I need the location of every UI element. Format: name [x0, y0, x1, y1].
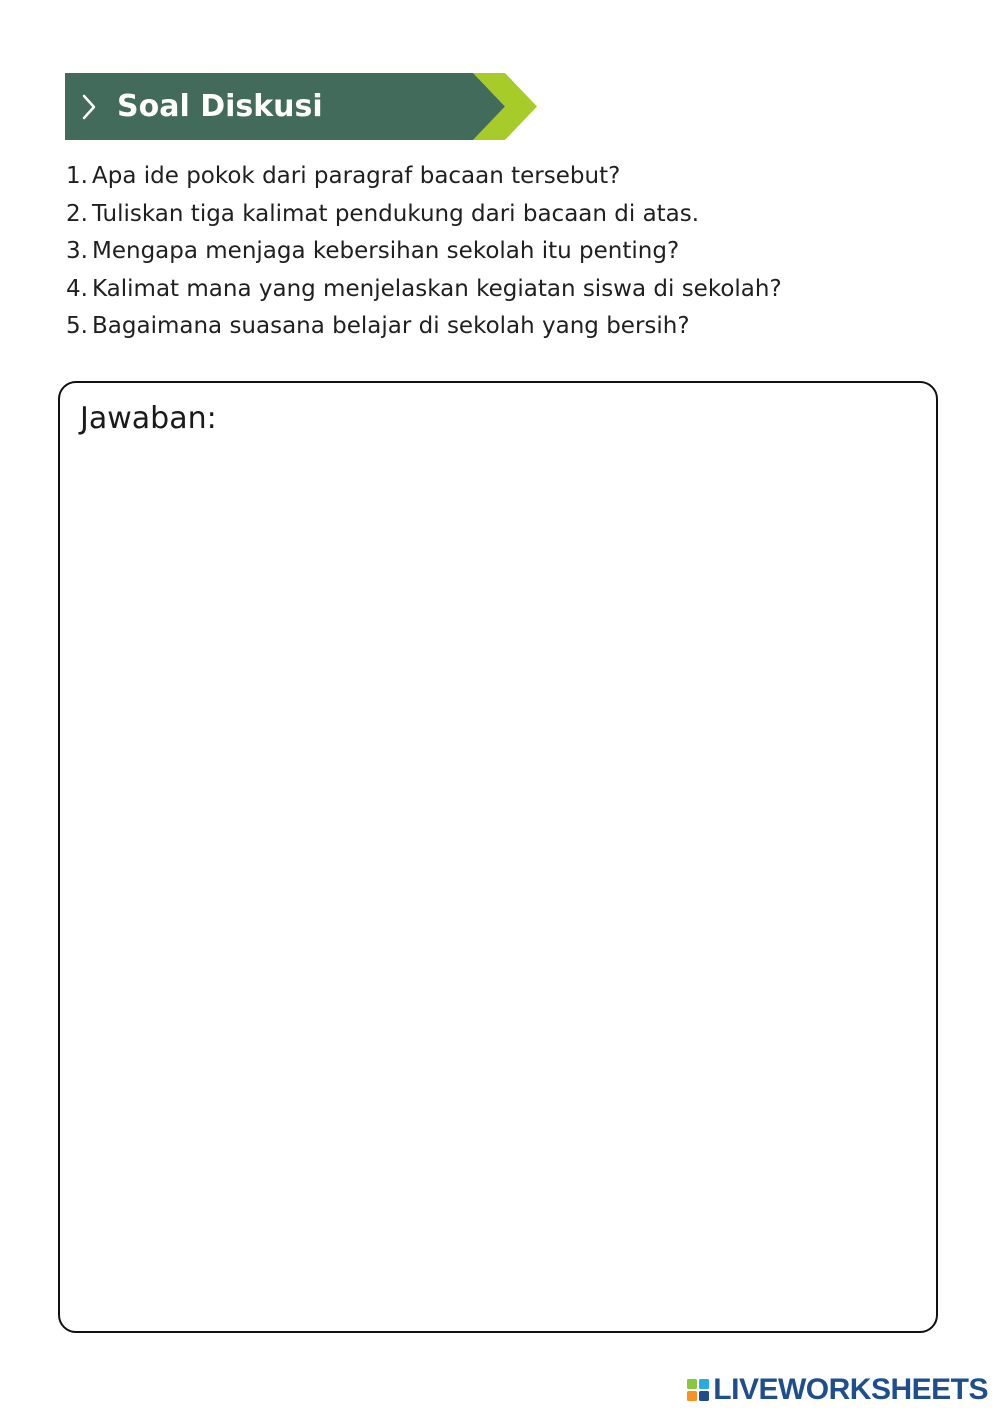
section-header-banner — [65, 73, 537, 140]
chevron-right-icon — [81, 93, 97, 121]
question-text: Apa ide pokok dari paragraf bacaan tersebut? — [92, 163, 621, 189]
question-number: 3. — [66, 238, 88, 264]
question-number: 1. — [66, 163, 88, 189]
question-item — [66, 233, 782, 271]
question-number: 2. — [66, 200, 88, 227]
answer-box — [58, 381, 938, 1333]
question-number: 5. — [66, 313, 88, 339]
question-text: Bagaimana suasana belajar di sekolah yang bersih? — [92, 313, 690, 339]
section-title: Soal Diskusi — [117, 89, 323, 124]
question-item — [66, 308, 782, 346]
question-text: Mengapa menjaga kebersihan sekolah itu penting? — [92, 238, 680, 264]
answer-text-area[interactable] — [80, 453, 916, 1311]
question-text: Kalimat mana yang menjelaskan kegiatan siswa di sekolah? — [92, 275, 782, 302]
question-text: Tuliskan tiga kalimat pendukung dari bacaan di atas. — [92, 200, 700, 227]
question-item — [66, 271, 782, 309]
question-number: 4. — [66, 275, 88, 302]
liveworksheets-logo — [686, 1374, 988, 1406]
logo-text: LIVEWORKSHEETS — [713, 1373, 988, 1406]
question-list — [66, 158, 782, 346]
question-item — [66, 196, 782, 234]
liveworksheets-logo-icon — [686, 1378, 710, 1402]
answer-label: Jawaban: — [80, 401, 217, 436]
question-item — [66, 158, 782, 196]
